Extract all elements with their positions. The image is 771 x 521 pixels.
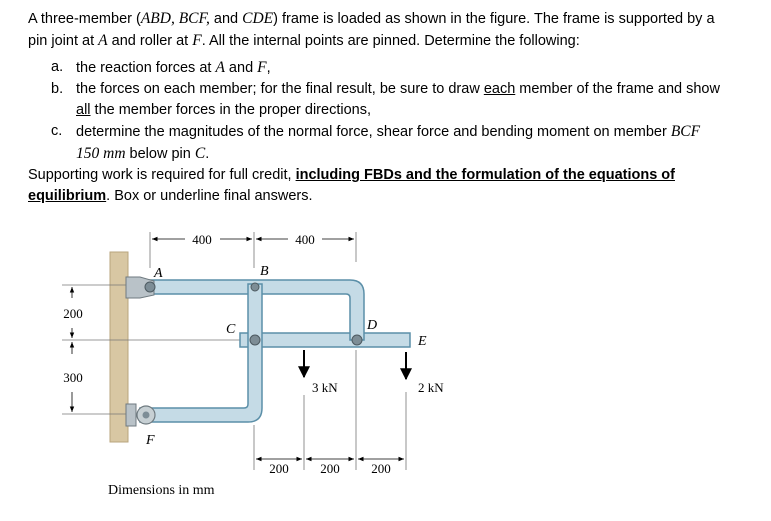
member-bcf bbox=[140, 284, 262, 422]
pin-a bbox=[145, 282, 155, 292]
intro-line-1: A three-member (ABD, BCF, and CDE) frame is loaded as shown in the figure. The frame is supported by a bbox=[28, 10, 715, 27]
label-b: B bbox=[260, 264, 269, 279]
load-2kn: 2 kN bbox=[418, 380, 444, 395]
dim-bottom-2: 200 bbox=[320, 461, 340, 476]
support-note: Supporting work is required for full credit, including FBDs and the formulation of the equations of equilibrium. Box or underline final answers. bbox=[28, 167, 675, 204]
dim-top-2: 400 bbox=[295, 232, 315, 247]
label-e: E bbox=[418, 334, 427, 349]
task-item-c: c. determine the magnitudes of the normal force, shear force and bending moment on member BCF 150 mm below pin C. bbox=[51, 123, 701, 162]
dim-bottom-1: 200 bbox=[269, 461, 289, 476]
pin-c bbox=[250, 335, 260, 345]
figure-caption: Dimensions in mm bbox=[108, 483, 215, 498]
roller-bracket-f bbox=[126, 404, 136, 426]
dim-bottom-3: 200 bbox=[371, 461, 391, 476]
dim-top-1: 400 bbox=[192, 232, 212, 247]
label-d: D bbox=[367, 318, 378, 333]
label-f: F bbox=[146, 433, 155, 448]
dim-left-1: 200 bbox=[63, 306, 83, 321]
member-cde bbox=[240, 333, 410, 347]
roller-f-hub bbox=[143, 412, 150, 419]
load-3kn: 3 kN bbox=[312, 380, 338, 395]
pin-b bbox=[251, 283, 259, 291]
label-a: A bbox=[154, 266, 163, 281]
label-c: C bbox=[226, 322, 236, 337]
pin-d bbox=[352, 335, 362, 345]
dim-left-2: 300 bbox=[63, 370, 83, 385]
intro-line-2: pin joint at A and roller at F. All the internal points are pinned. Determine the following: bbox=[28, 32, 580, 49]
task-item-b: b. the forces on each member; for the final result, be sure to draw each member of the frame and show all the member forces in the proper directions, bbox=[51, 81, 720, 118]
task-item-a: a. the reaction forces at A and F, bbox=[51, 59, 271, 76]
wall-support bbox=[110, 252, 128, 442]
